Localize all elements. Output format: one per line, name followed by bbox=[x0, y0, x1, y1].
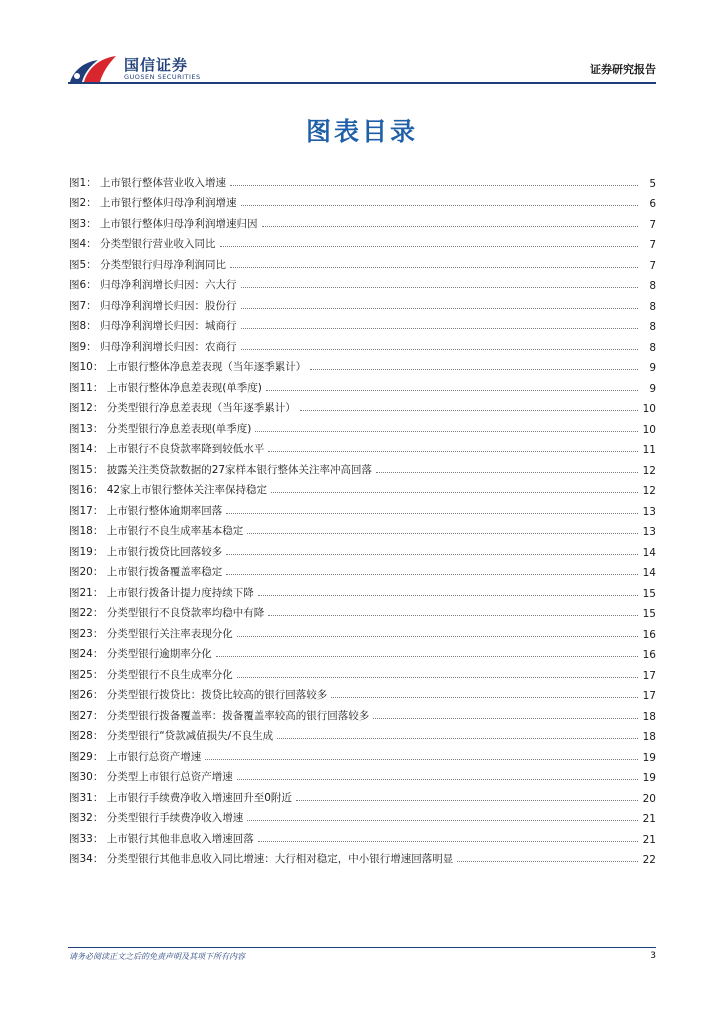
toc-entry-page: 17 bbox=[642, 669, 656, 682]
toc-dot-leader bbox=[216, 656, 638, 657]
toc-entry[interactable] bbox=[69, 354, 656, 375]
toc-entry[interactable] bbox=[69, 497, 656, 518]
toc-dot-leader bbox=[310, 369, 638, 370]
toc-dot-leader bbox=[258, 595, 638, 596]
toc-entry-page: 10 bbox=[642, 423, 656, 436]
toc-entry[interactable] bbox=[69, 764, 656, 785]
toc-entry-label: 图21： 上市银行拨备计提力度持续下降 bbox=[69, 586, 254, 599]
toc-entry-label: 图31： 上市银行手续费净收入增速回升至0附近 bbox=[69, 791, 292, 804]
toc-entry-label: 图2： 上市银行整体归母净利润增速 bbox=[69, 197, 237, 209]
toc-dot-leader bbox=[271, 492, 638, 493]
toc-dot-leader bbox=[373, 718, 638, 719]
toc-entry-label: 图7： 归母净利润增长归因：股份行 bbox=[69, 299, 237, 312]
page-title: 图表目录 bbox=[305, 117, 418, 146]
toc-entry-label: 图6： 归母净利润增长归因：六大行 bbox=[69, 279, 237, 291]
toc-entry[interactable] bbox=[69, 620, 656, 641]
toc-entry-label: 图4： 分类型银行营业收入同比 bbox=[69, 238, 216, 250]
toc-entry-page: 9 bbox=[649, 362, 656, 374]
toc-dot-leader bbox=[277, 738, 638, 739]
toc-entry-page: 8 bbox=[649, 300, 656, 313]
toc-entry[interactable] bbox=[69, 600, 656, 621]
toc-entry-page: 6 bbox=[649, 198, 656, 210]
toc-entry-page: 19 bbox=[642, 751, 656, 764]
toc-dot-leader bbox=[457, 861, 638, 862]
toc-entry[interactable] bbox=[69, 579, 656, 600]
toc-entry-page: 8 bbox=[649, 321, 656, 333]
toc-entry[interactable] bbox=[69, 436, 656, 457]
toc-entry[interactable] bbox=[69, 559, 656, 580]
toc-entry-label: 图11： 上市银行整体净息差表现(单季度) bbox=[69, 381, 262, 394]
toc-entry-label: 图22： 分类型银行不良贷款率均稳中有降 bbox=[69, 607, 265, 619]
toc-entry-label: 图5： 分类型银行归母净利润同比 bbox=[69, 258, 227, 271]
toc-entry-page: 19 bbox=[642, 772, 656, 784]
toc-dot-leader bbox=[230, 185, 638, 186]
toc-entry[interactable] bbox=[69, 272, 656, 293]
toc-entry-label: 图33： 上市银行其他非息收入增速回落 bbox=[69, 832, 254, 845]
toc-entry[interactable] bbox=[69, 190, 656, 211]
toc-dot-leader bbox=[241, 328, 638, 329]
toc-entry-page: 7 bbox=[649, 259, 656, 272]
toc-entry-page: 22 bbox=[642, 854, 656, 866]
toc-entry-label: 图28： 分类型银行“贷款减值损失/不良生成 bbox=[69, 730, 274, 742]
toc-entry-label: 图18： 上市银行不良生成率基本稳定 bbox=[69, 525, 244, 537]
toc-entry[interactable] bbox=[69, 661, 656, 682]
toc-dot-leader bbox=[296, 800, 638, 801]
toc-entry-page: 15 bbox=[642, 587, 656, 600]
toc-entry-page: 17 bbox=[642, 690, 656, 702]
guosen-logo-icon bbox=[68, 52, 118, 84]
toc-dot-leader bbox=[300, 410, 638, 411]
toc-dot-leader bbox=[247, 820, 638, 821]
toc-dot-leader bbox=[205, 759, 638, 760]
toc-entry-page: 16 bbox=[642, 649, 656, 661]
toc-entry[interactable] bbox=[69, 702, 656, 723]
toc-entry[interactable] bbox=[69, 251, 656, 272]
toc-entry-page: 18 bbox=[642, 710, 656, 723]
toc-entry-page: 8 bbox=[649, 280, 656, 292]
toc-entry-label: 图23： 分类型银行关注率表现分化 bbox=[69, 627, 233, 640]
toc-entry[interactable] bbox=[69, 825, 656, 846]
figure-table-of-contents bbox=[69, 169, 656, 866]
toc-dot-leader bbox=[268, 615, 638, 616]
page-number: 3 bbox=[650, 951, 656, 961]
toc-dot-leader bbox=[241, 287, 638, 288]
report-type-label: 证券研究报告 bbox=[590, 63, 656, 76]
toc-entry-page: 11 bbox=[642, 444, 656, 456]
toc-entry-label: 图1： 上市银行整体营业收入增速 bbox=[69, 176, 227, 189]
toc-entry-label: 图13： 分类型银行净息差表现(单季度) bbox=[69, 422, 252, 435]
toc-entry-label: 图29： 上市银行总资产增速 bbox=[69, 750, 202, 763]
toc-entry-label: 图8： 归母净利润增长归因：城商行 bbox=[69, 320, 237, 332]
toc-entry-label: 图25： 分类型银行不良生成率分化 bbox=[69, 668, 233, 681]
footer-divider bbox=[68, 947, 656, 948]
toc-dot-leader bbox=[241, 308, 638, 309]
toc-entry[interactable] bbox=[69, 231, 656, 252]
toc-entry-label: 图24： 分类型银行逾期率分化 bbox=[69, 648, 212, 660]
toc-entry[interactable] bbox=[69, 169, 656, 190]
toc-entry-page: 20 bbox=[642, 792, 656, 805]
toc-entry[interactable] bbox=[69, 456, 656, 477]
toc-dot-leader bbox=[237, 779, 638, 780]
toc-entry-label: 图14： 上市银行不良贷款率降到较低水平 bbox=[69, 443, 265, 455]
toc-dot-leader bbox=[226, 554, 638, 555]
toc-entry[interactable] bbox=[69, 743, 656, 764]
toc-entry-label: 图17： 上市银行整体逾期率回落 bbox=[69, 504, 223, 517]
toc-dot-leader bbox=[331, 697, 638, 698]
toc-dot-leader bbox=[266, 390, 638, 391]
toc-dot-leader bbox=[241, 205, 638, 206]
toc-entry[interactable] bbox=[69, 805, 656, 826]
toc-entry[interactable] bbox=[69, 641, 656, 662]
toc-entry-label: 图27： 分类型银行拨备覆盖率：拨备覆盖率较高的银行回落较多 bbox=[69, 709, 370, 722]
toc-dot-leader bbox=[247, 533, 638, 534]
toc-entry[interactable] bbox=[69, 784, 656, 805]
toc-entry-page: 13 bbox=[642, 505, 656, 518]
toc-entry[interactable] bbox=[69, 415, 656, 436]
toc-dot-leader bbox=[226, 574, 638, 575]
toc-entry-page: 18 bbox=[642, 731, 656, 743]
toc-entry-label: 图15： 披露关注类贷款数据的27家样本银行整体关注率冲高回落 bbox=[69, 463, 373, 476]
toc-dot-leader bbox=[241, 349, 638, 350]
toc-entry[interactable] bbox=[69, 518, 656, 539]
toc-entry-label: 图20： 上市银行拨备覆盖率稳定 bbox=[69, 566, 223, 578]
toc-entry[interactable] bbox=[69, 374, 656, 395]
toc-entry-page: 12 bbox=[642, 485, 656, 497]
toc-dot-leader bbox=[376, 472, 638, 473]
toc-entry-page: 16 bbox=[642, 628, 656, 641]
toc-entry-label: 图32： 分类型银行手续费净收入增速 bbox=[69, 812, 244, 824]
toc-dot-leader bbox=[268, 451, 638, 452]
toc-entry-label: 图10： 上市银行整体净息差表现（当年逐季累计） bbox=[69, 361, 307, 373]
toc-entry-page: 14 bbox=[642, 567, 656, 579]
toc-entry-label: 图19： 上市银行拨贷比回落较多 bbox=[69, 545, 223, 558]
toc-entry-page: 21 bbox=[642, 833, 656, 846]
toc-entry[interactable] bbox=[69, 333, 656, 354]
toc-dot-leader bbox=[226, 513, 638, 514]
toc-entry-page: 5 bbox=[649, 177, 656, 190]
toc-entry-label: 图16： 42家上市银行整体关注率保持稳定 bbox=[69, 484, 268, 496]
toc-entry-page: 21 bbox=[642, 813, 656, 825]
disclaimer-text: 请务必阅读正文之后的免责声明及其项下所有内容 bbox=[69, 952, 245, 961]
toc-entry-page: 8 bbox=[649, 341, 656, 354]
toc-entry-label: 图3： 上市银行整体归母净利润增速归因 bbox=[69, 217, 258, 230]
toc-entry-page: 13 bbox=[642, 526, 656, 538]
toc-dot-leader bbox=[230, 267, 638, 268]
toc-entry-label: 图12： 分类型银行净息差表现（当年逐季累计） bbox=[69, 402, 296, 414]
toc-dot-leader bbox=[220, 246, 638, 247]
toc-entry-label: 图30： 分类型上市银行总资产增速 bbox=[69, 771, 233, 783]
toc-entry-label: 图9： 归母净利润增长归因：农商行 bbox=[69, 340, 237, 353]
toc-entry[interactable] bbox=[69, 846, 656, 867]
toc-dot-leader bbox=[262, 226, 638, 227]
toc-entry[interactable] bbox=[69, 210, 656, 231]
toc-entry-page: 14 bbox=[642, 546, 656, 559]
toc-entry-label: 图34： 分类型银行其他非息收入同比增速：大行相对稳定，中小银行增速回落明显 bbox=[69, 853, 454, 865]
header-divider bbox=[68, 82, 656, 84]
toc-entry[interactable] bbox=[69, 723, 656, 744]
brand-name-cn: 国信证券 bbox=[124, 56, 189, 74]
toc-entry-page: 15 bbox=[642, 608, 656, 620]
toc-entry-page: 9 bbox=[649, 382, 656, 395]
toc-dot-leader bbox=[258, 841, 638, 842]
toc-entry-page: 7 bbox=[649, 218, 656, 231]
toc-entry-page: 12 bbox=[642, 464, 656, 477]
toc-entry[interactable] bbox=[69, 682, 656, 703]
toc-dot-leader bbox=[237, 677, 638, 678]
toc-entry-page: 7 bbox=[649, 239, 656, 251]
toc-entry-label: 图26： 分类型银行拨贷比：拨贷比较高的银行回落较多 bbox=[69, 689, 328, 701]
toc-entry[interactable] bbox=[69, 313, 656, 334]
toc-dot-leader bbox=[255, 431, 638, 432]
toc-entry[interactable] bbox=[69, 292, 656, 313]
brand-name-en: GUOSEN SECURITIES bbox=[124, 73, 201, 81]
toc-entry[interactable] bbox=[69, 477, 656, 498]
toc-dot-leader bbox=[237, 636, 638, 637]
toc-entry-page: 10 bbox=[642, 403, 656, 415]
page-header bbox=[68, 48, 656, 84]
toc-entry[interactable] bbox=[69, 395, 656, 416]
toc-entry[interactable] bbox=[69, 538, 656, 559]
